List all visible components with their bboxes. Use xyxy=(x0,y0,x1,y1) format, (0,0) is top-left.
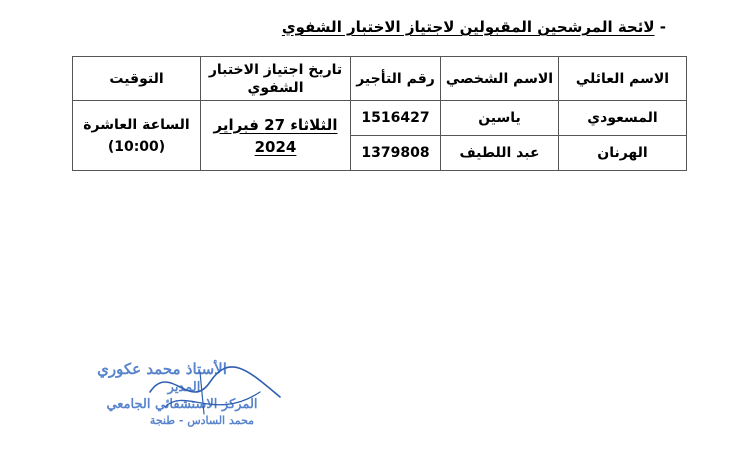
header-time: التوقيت xyxy=(73,57,201,101)
cell-family-name: الهرنان xyxy=(559,136,687,171)
exam-date-day: الثلاثاء 27 فبراير xyxy=(213,115,338,134)
stamp-name: الأستاذ محمد عكوري xyxy=(97,360,227,378)
header-exam-date: تاريخ اجتياز الاختبار الشفوي xyxy=(201,57,351,101)
title-text: لائحة المرشحين المقبولين لاجتياز الاختبار الشفوي xyxy=(281,18,655,36)
time-words: الساعة العاشرة xyxy=(83,116,190,133)
stamp-role: المدير xyxy=(167,380,201,395)
title-prefix: - xyxy=(659,18,666,36)
cell-family-name: المسعودي xyxy=(559,101,687,136)
page-title xyxy=(282,18,666,36)
header-registration-number: رقم التأجير xyxy=(351,57,441,101)
stamp-institution: المركز الاستشفائي الجامعي xyxy=(106,397,258,412)
handwritten-signature xyxy=(140,352,290,432)
cell-personal-name: عبد اللطيف xyxy=(441,136,559,171)
cell-time xyxy=(73,101,201,171)
exam-date-year: 2024 xyxy=(254,137,297,156)
cell-registration-number: 1379808 xyxy=(351,136,441,171)
cell-personal-name: ياسين xyxy=(441,101,559,136)
cell-exam-date xyxy=(201,101,351,171)
cell-registration-number: 1516427 xyxy=(351,101,441,136)
candidates-table xyxy=(72,56,687,171)
stamp-location: محمد السادس - طنجة xyxy=(149,414,255,427)
header-personal-name: الاسم الشخصي xyxy=(441,57,559,101)
table-row xyxy=(73,101,687,136)
table-header-row xyxy=(73,57,687,101)
header-family-name: الاسم العائلي xyxy=(559,57,687,101)
time-digits: (10:00) xyxy=(107,138,166,155)
